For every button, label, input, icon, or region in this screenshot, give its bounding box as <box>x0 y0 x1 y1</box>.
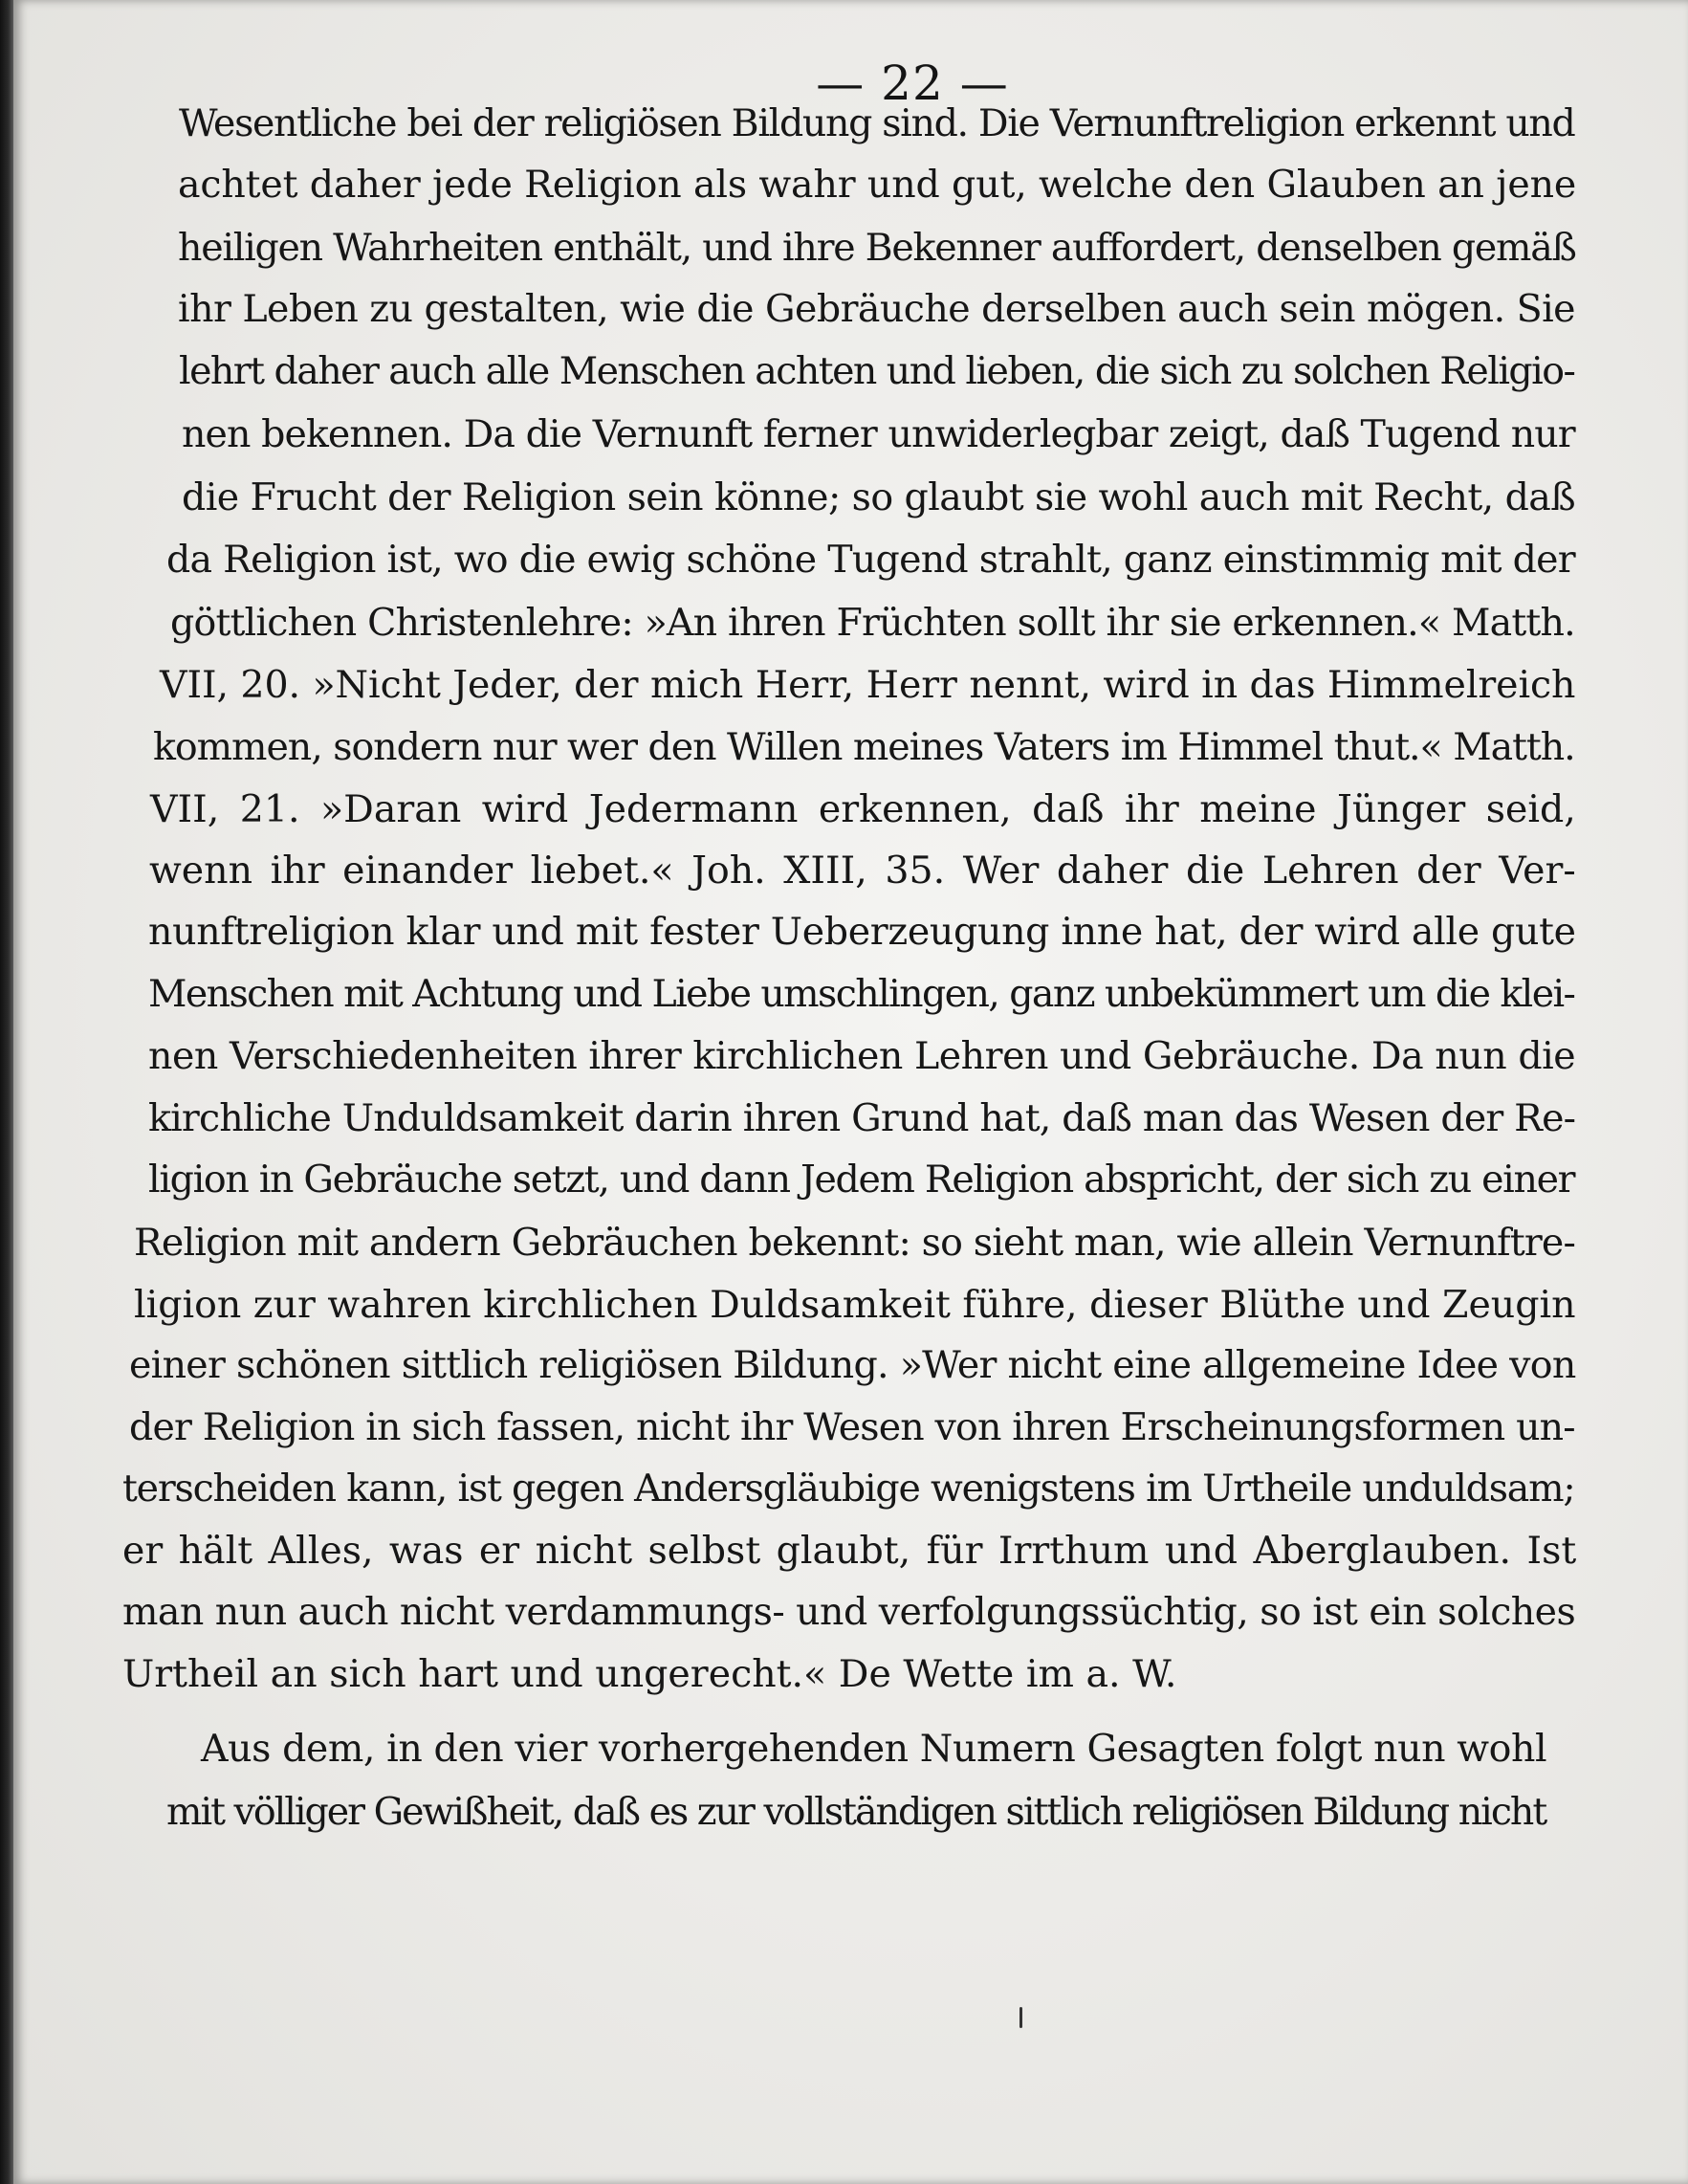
text-line: kirchliche Unduldsamkeit darin ihren Grund hat, daß man das Wesen der Re- <box>148 1096 1576 1140</box>
text-line: VII, 21. »Daran wird Jedermann erkennen, daß ihr meine Jünger seid, <box>150 787 1576 831</box>
text-line: Urtheil an sich hart und ungerecht.« De Wette im a. W. <box>122 1652 1177 1696</box>
text-line: kommen, sondern nur wer den Willen meines Vaters im Himmel thut.« Matth. <box>153 725 1575 769</box>
text-line: ligion in Gebräuche setzt, und dann Jedem Religion abspricht, der sich zu einer <box>148 1158 1575 1202</box>
text-line: er hält Alles, was er nicht selbst glaubt, für Irrthum und Aberglauben. Ist <box>122 1529 1577 1573</box>
text-line: ligion zur wahren kirchlichen Duldsamkeit führe, dieser Blüthe und Zeugin <box>134 1283 1576 1327</box>
text-line: nen Verschiedenheiten ihrer kirchlichen Lehren und Gebräuche. Da nun die <box>148 1034 1576 1078</box>
text-line: nunftreligion klar und mit fester Ueberzeugung inne hat, der wird alle gute <box>148 910 1576 954</box>
text-line: da Religion ist, wo die ewig schöne Tugend strahlt, ganz einstimmig mit der <box>166 538 1575 582</box>
text-line: man nun auch nicht verdammungs- und verfolgungssüchtig, so ist ein solches <box>122 1590 1576 1634</box>
text-line: der Religion in sich fassen, nicht ihr Wesen von ihren Erscheinungsformen un- <box>129 1405 1575 1449</box>
text-line: Wesentliche bei der religiösen Bildung sind. Die Vernunftreligion erkennt und <box>179 101 1575 145</box>
text-line: Aus dem, in den vier vorhergehenden Numern Gesagten folgt nun wohl <box>201 1727 1547 1771</box>
text-line: Religion mit andern Gebräuchen bekennt: so sieht man, wie allein Vernunftre- <box>134 1221 1575 1265</box>
text-line: mit völliger Gewißheit, daß es zur vollständigen sittlich religiösen Bildung nicht <box>166 1790 1546 1834</box>
text-line: heiligen Wahrheiten enthält, und ihre Bekenner auffordert, denselben gemäß <box>178 226 1576 270</box>
scan-edge-shadow <box>0 0 13 2184</box>
text-line: göttlichen Christenlehre: »An ihren Früchten sollt ihr sie erkennen.« Matth. <box>170 601 1575 645</box>
text-line: die Frucht der Religion sein könne; so glaubt sie wohl auch mit Recht, daß <box>182 475 1576 519</box>
text-line: einer schönen sittlich religiösen Bildung. »Wer nicht eine allgemeine Idee von <box>129 1343 1576 1387</box>
text-line: nen bekennen. Da die Vernunft ferner unwiderlegbar zeigt, daß Tugend nur <box>182 412 1575 456</box>
page-body-text <box>13 0 1688 2184</box>
book-page <box>13 0 1688 2184</box>
text-line: lehrt daher auch alle Menschen achten und lieben, die sich zu solchen Religio- <box>179 349 1575 393</box>
text-line: achtet daher jede Religion als wahr und gut, welche den Glauben an jene <box>178 163 1577 207</box>
text-line: terscheiden kann, ist gegen Andersgläubige wenigstens im Urtheile unduldsam; <box>122 1467 1575 1511</box>
text-line: ihr Leben zu gestalten, wie die Gebräuche derselben auch sein mögen. Sie <box>178 287 1576 331</box>
text-line: Menschen mit Achtung und Liebe umschlingen, ganz unbekümmert um die klei- <box>148 972 1575 1016</box>
page-speck <box>1019 2007 1022 2028</box>
page-number: — 22 — <box>816 55 1009 111</box>
text-line: VII, 20. »Nicht Jeder, der mich Herr, Herr nennt, wird in das Himmelreich <box>160 663 1576 707</box>
text-line: wenn ihr einander liebet.« Joh. XIII, 35. Wer daher die Lehren der Ver- <box>149 849 1576 893</box>
